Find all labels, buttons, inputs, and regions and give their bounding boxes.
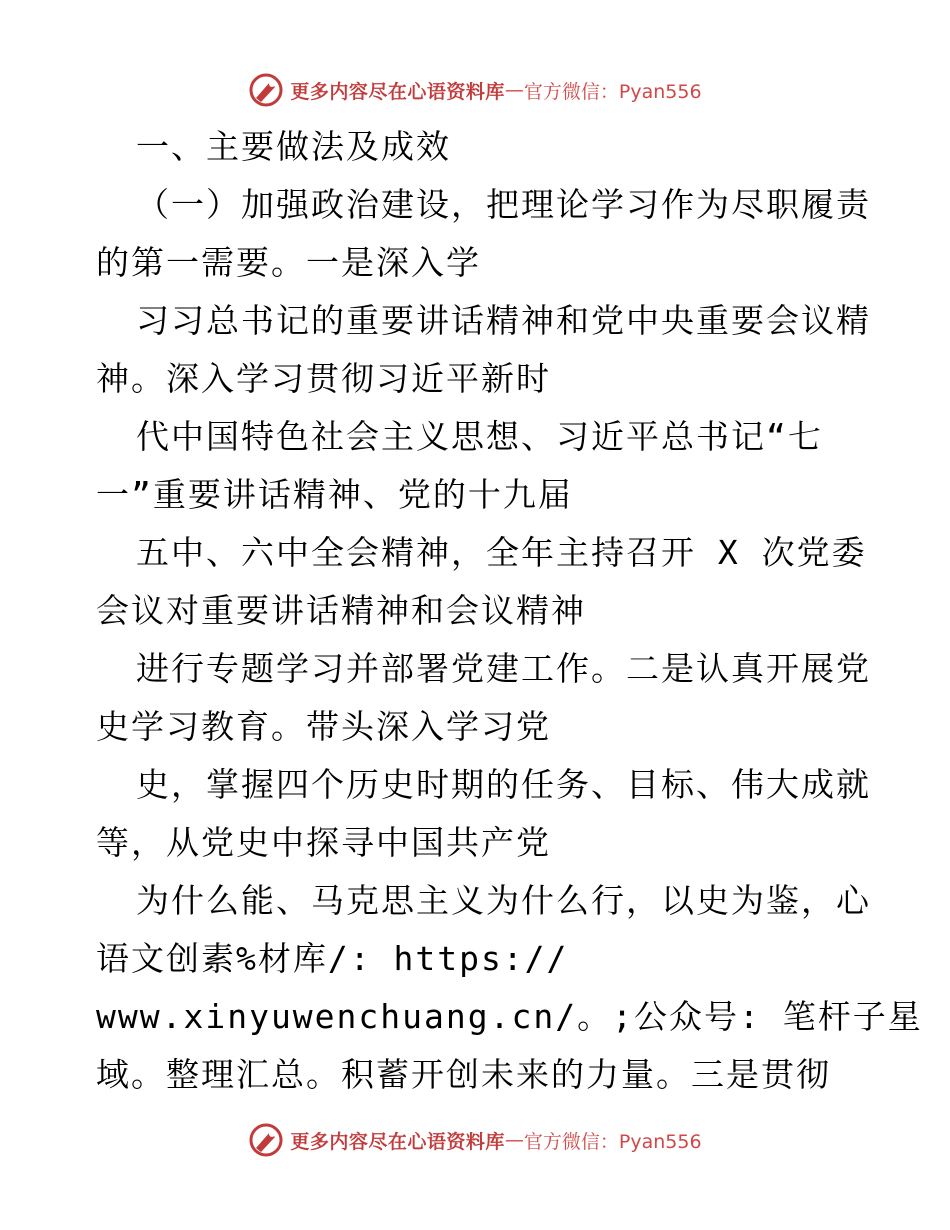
paragraph-line: （一）加强政治建设，把理论学习作为尽职履责	[136, 185, 871, 224]
banner-title: 更多内容尽在心语资料库	[290, 1130, 505, 1153]
banner-contact: 官方微信：Pyan556	[523, 1130, 702, 1153]
paragraph-line: 神。深入学习贯彻习近平新时	[96, 359, 551, 398]
paragraph-line: 史学习教育。带头深入学习党	[96, 707, 551, 746]
header-watermark-banner	[0, 68, 950, 112]
banner-separator: —	[504, 1129, 524, 1151]
banner-contact: 官方微信：Pyan556	[523, 80, 702, 103]
paragraph-line: 等，从党史中探寻中国共产党	[96, 823, 551, 862]
banner-separator: —	[504, 79, 524, 101]
paragraph-line: 为什么能、马克思主义为什么行，以史为鉴，心	[136, 881, 871, 920]
document-body	[96, 118, 923, 1104]
paragraph-line: 一”重要讲话精神、党的十九届	[96, 475, 573, 514]
paragraph-line: 习习总书记的重要讲话精神和党中央重要会议精	[136, 301, 871, 340]
paragraph-line: www.xinyuwenchuang.cn/。;公众号: 笔杆子星	[96, 997, 923, 1036]
section-heading: 一、主要做法及成效	[136, 127, 451, 166]
paragraph-line: 会议对重要讲话精神和会议精神	[96, 591, 586, 630]
brand-logo-icon	[248, 1122, 284, 1158]
paragraph-line: 域。整理汇总。积蓄开创未来的力量。三是贯彻	[96, 1055, 831, 1094]
paragraph-line: 进行专题学习并部署党建工作。二是认真开展党	[136, 649, 871, 688]
banner-title: 更多内容尽在心语资料库	[290, 80, 505, 103]
paragraph-line: 的第一需要。一是深入学	[96, 243, 481, 282]
paragraph-line: 代中国特色社会主义思想、习近平总书记“七	[136, 417, 823, 456]
paragraph-line: 史，掌握四个历史时期的任务、目标、伟大成就	[136, 765, 871, 804]
brand-logo-icon	[248, 72, 284, 108]
paragraph-line: 语文创素%材库/: https://	[96, 939, 569, 978]
footer-watermark-banner	[0, 1118, 950, 1162]
paragraph-line: 五中、六中全会精神，全年主持召开 X 次党委	[136, 533, 867, 572]
